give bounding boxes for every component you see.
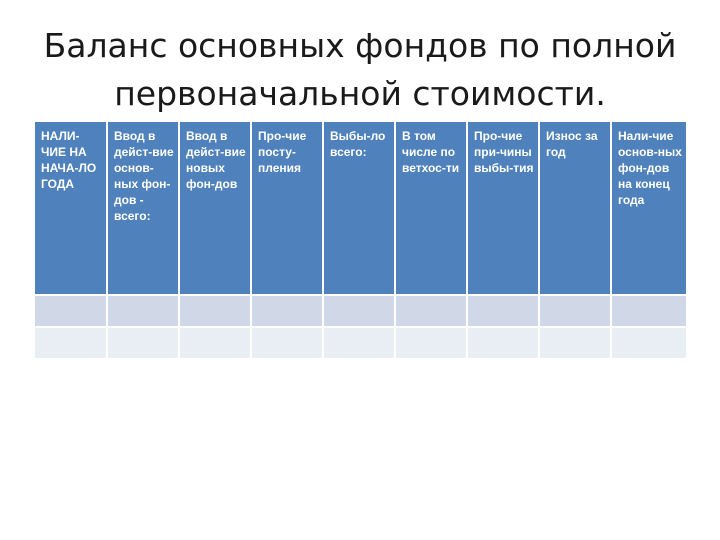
- table-cell: [35, 327, 107, 358]
- table-cell: [611, 295, 686, 327]
- table-cell: [179, 327, 251, 358]
- table-header-row: [35, 122, 686, 295]
- table-cell: [251, 327, 323, 358]
- fixed-assets-balance-table: [35, 122, 686, 358]
- table-cell: [611, 327, 686, 358]
- table-cell: [323, 327, 395, 358]
- slide-title: Баланс основных фондов по полной первоначальной стоимости.: [43, 26, 677, 113]
- table-cell: [467, 295, 539, 327]
- table-row: [35, 327, 686, 358]
- header-commissioned-total: Ввод в дейст-вие основ-ных фон-дов - всего:: [107, 122, 179, 295]
- table-cell: [395, 327, 467, 358]
- table-cell: [107, 295, 179, 327]
- header-disposed-total: Выбы-ло всего:: [323, 122, 395, 295]
- table-cell: [251, 295, 323, 327]
- header-closing-balance: Нали-чие основ-ных фон-дов на конец года: [611, 122, 686, 295]
- header-disposed-worn-out: В том числе по ветхос-ти: [395, 122, 467, 295]
- header-depreciation-for-year: Износ за год: [539, 122, 611, 295]
- table-cell: [107, 327, 179, 358]
- table-cell: [35, 295, 107, 327]
- table-row: [35, 295, 686, 327]
- header-other-disposal-reasons: Про-чие при-чины выбы-тия: [467, 122, 539, 295]
- header-other-receipts: Про-чие посту-пления: [251, 122, 323, 295]
- header-opening-balance: НАЛИ-ЧИЕ НА НАЧА-ЛО ГОДА: [35, 122, 107, 295]
- table-cell: [539, 295, 611, 327]
- table-cell: [539, 327, 611, 358]
- table-cell: [323, 295, 395, 327]
- table-cell: [179, 295, 251, 327]
- table-cell: [395, 295, 467, 327]
- header-commissioned-new: Ввод в дейст-вие новых фон-дов: [179, 122, 251, 295]
- table-cell: [467, 327, 539, 358]
